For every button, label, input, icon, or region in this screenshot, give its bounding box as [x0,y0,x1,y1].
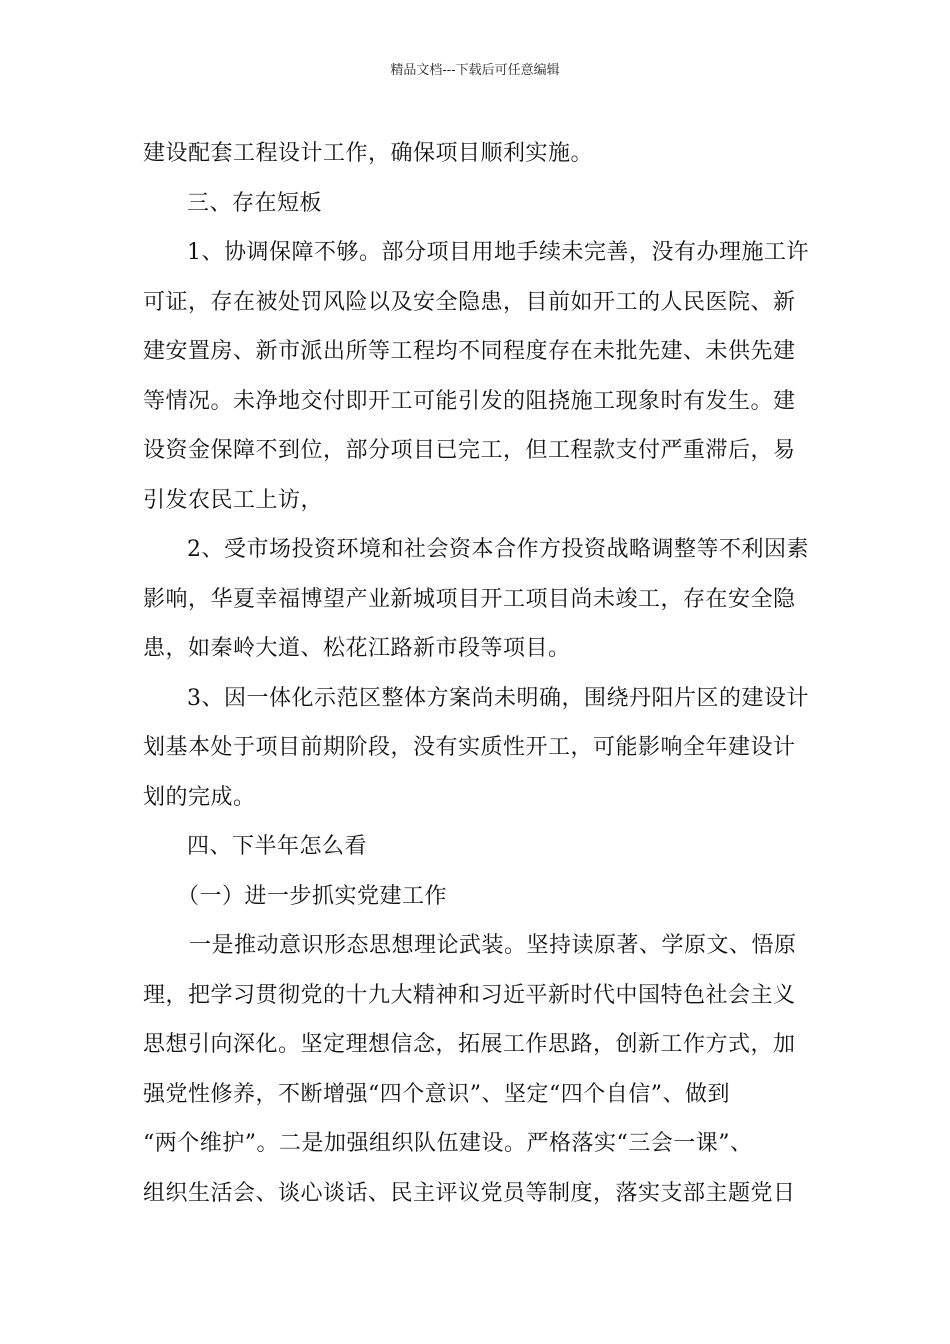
paragraph-line: 患，如秦岭大道、松花江路新市段等项目。 [143,636,571,661]
page-header: 精品文档---下载后可任意编辑 [390,63,560,78]
paragraph-line: 3、因一体化示范区整体方案尚未明确，围绕丹阳片区的建设计 [187,685,809,711]
paragraph-line: 划的完成。 [143,784,256,810]
paragraph-line: 引发农民工上访， [143,487,324,513]
section-heading: 四、下半年怎么看 [187,834,368,859]
paragraph-line: 设资金保障不到位，部分项目已完工，但工程款支付严重滞后，易 [143,438,796,463]
paragraph-line: 可证，存在被处罚风险以及安全隐患，目前如开工的人民医院、新 [143,289,796,315]
paragraph-line: 影响，华夏幸福博望产业新城项目开工项目尚未竣工，存在安全隐 [143,586,796,612]
paragraph-line: 思想引向深化。坚定理想信念，拓展工作思路，创新工作方式，加 [143,1032,796,1057]
paragraph-line: “两个维护”。二是加强组织队伍建设。严格落实“三会一课”、 [143,1131,753,1156]
paragraph-line: 理，把学习贯彻党的十九大精神和习近平新时代中国特色社会主义 [143,982,796,1008]
subsection-heading: （一）进一步抓实党建工作 [177,883,448,909]
paragraph-line: 强党性修养，不断增强“四个意识”、坚定“四个自信”、做到 [143,1081,730,1107]
paragraph-line: 等情况。未净地交付即开工可能引发的阻挠施工现象时有发生。建 [143,388,796,414]
paragraph-line: 建设配套工程设计工作，确保项目顺利实施。 [143,141,594,166]
paragraph-line: 组织生活会、谈心谈话、民主评议党员等制度，落实支部主题党日 [143,1180,796,1206]
paragraph-line: 1、协调保障不够。部分项目用地手续未完善，没有办理施工许 [187,240,809,265]
paragraph-line: 建安置房、新市派出所等工程均不同程度存在未批先建、未供先建 [143,339,796,364]
paragraph-line: 一是推动意识形态思想理论武装。坚持读原著、学原文、悟原 [189,933,797,958]
document-body [143,129,808,1218]
paragraph-line: 划基本处于项目前期阶段，没有实质性开工，可能影响全年建设计 [143,735,796,760]
paragraph-line: 2、受市场投资环境和社会资本合作方投资战略调整等不利因素 [187,537,809,562]
section-heading: 三、存在短板 [187,190,323,216]
